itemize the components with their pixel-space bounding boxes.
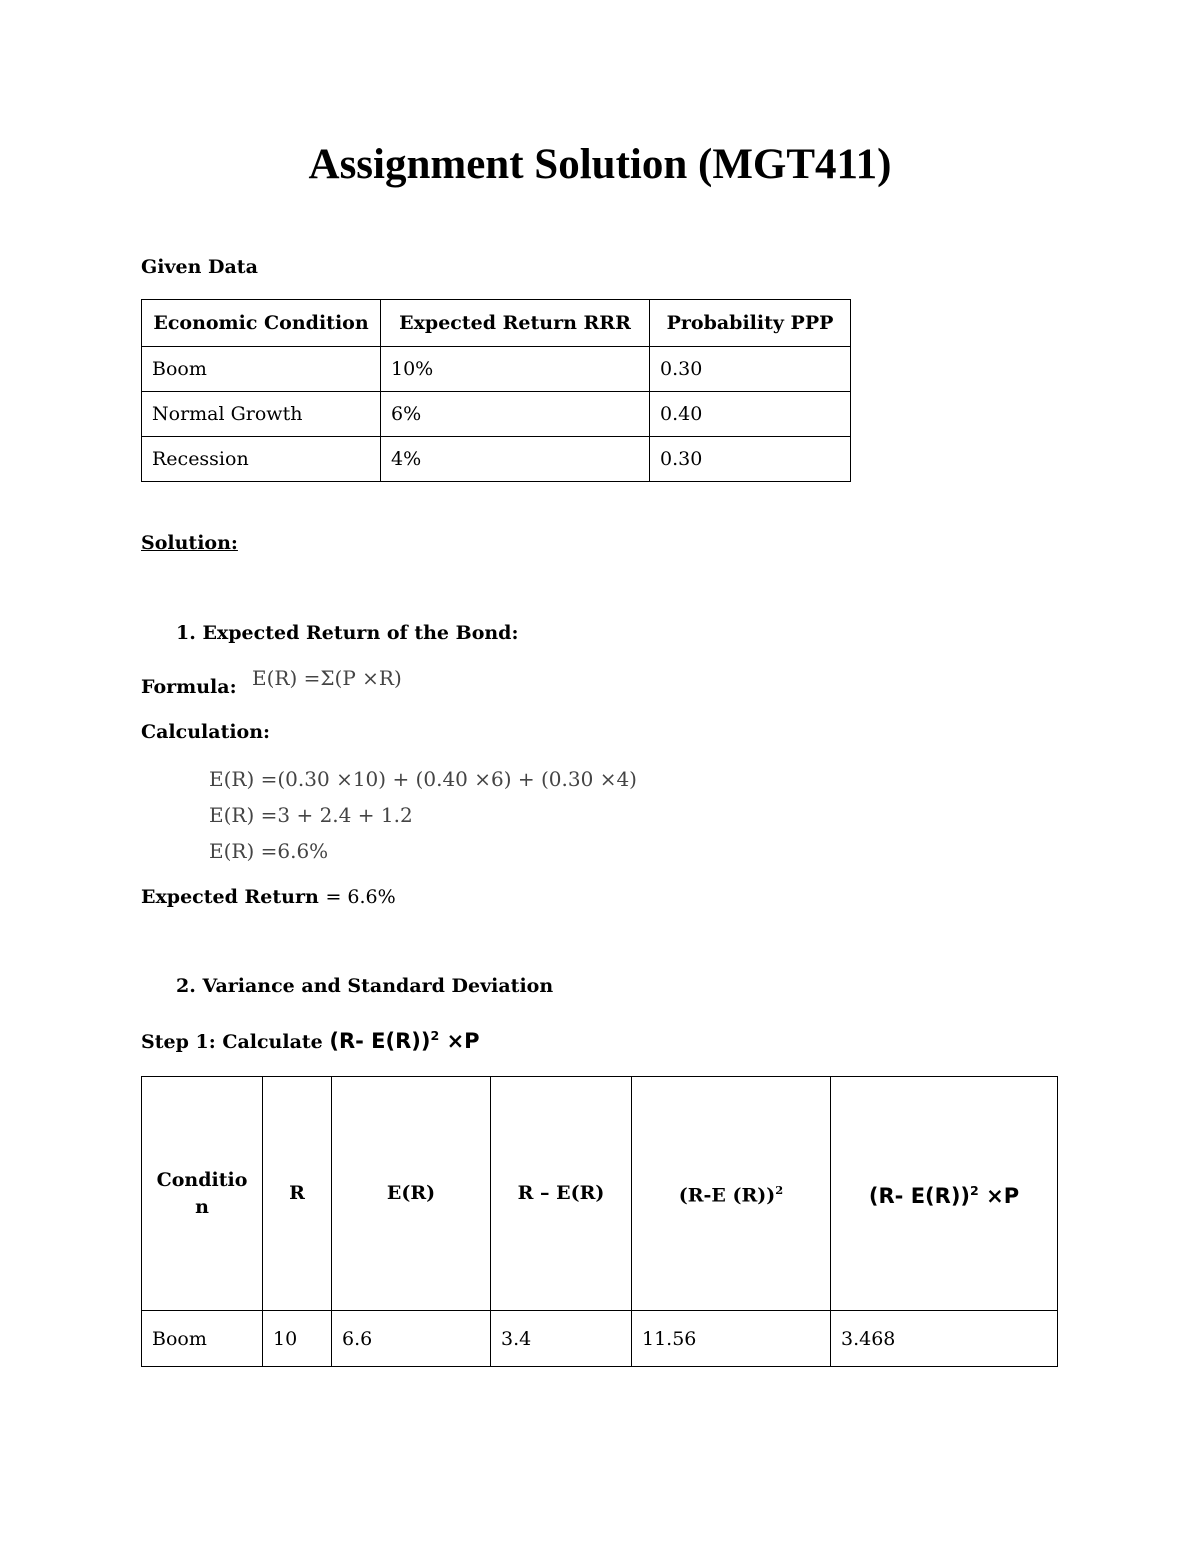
calculation-block bbox=[209, 761, 637, 869]
cell-probability: 0.30 bbox=[650, 437, 851, 482]
result-value: = 6.6% bbox=[325, 886, 396, 908]
table-header-row bbox=[142, 300, 851, 347]
given-data-label: Given Data bbox=[141, 256, 258, 278]
cell-return: 10% bbox=[381, 347, 650, 392]
header-r: R bbox=[263, 1077, 332, 1311]
result-label: Expected Return bbox=[141, 886, 319, 908]
cell-return: 6% bbox=[381, 392, 650, 437]
header-condition: Conditio n bbox=[142, 1077, 263, 1311]
cell-condition: Recession bbox=[142, 437, 381, 482]
table-row bbox=[142, 1311, 1058, 1367]
calc-line: E(R) =6.6% bbox=[209, 839, 329, 863]
table-row bbox=[142, 347, 851, 392]
cell-er: 6.6 bbox=[332, 1311, 491, 1367]
formula-expression: E(R) =Σ(P ×R) bbox=[252, 666, 402, 690]
cell-squared-deviation: 11.56 bbox=[632, 1311, 831, 1367]
header-squared-deviation: (R-E (R))$^2$ bbox=[632, 1077, 831, 1311]
header-expected-return: Expected Return RRR bbox=[381, 300, 650, 347]
table-header-row bbox=[142, 1077, 1058, 1311]
cell-weighted-squared-deviation: 3.468 bbox=[831, 1311, 1058, 1367]
table-row bbox=[142, 437, 851, 482]
cell-condition: Normal Growth bbox=[142, 392, 381, 437]
calculation-label: Calculation: bbox=[141, 721, 271, 743]
header-er: E(R) bbox=[332, 1077, 491, 1311]
calc-line: E(R) =(0.30 ×10) + (0.40 ×6) + (0.30 ×4) bbox=[209, 767, 637, 791]
variance-table bbox=[141, 1076, 1058, 1367]
solution-label: Solution: bbox=[141, 532, 238, 554]
step1-formula: (R- E(R))$^2$ ×P bbox=[329, 1028, 480, 1053]
header-weighted-squared-deviation: (R- E(R))$^2$ ×P bbox=[831, 1077, 1058, 1311]
cell-r: 10 bbox=[263, 1311, 332, 1367]
page-title: Assignment Solution (MGT411) bbox=[308, 141, 892, 188]
cell-return: 4% bbox=[381, 437, 650, 482]
section1-heading: 1. Expected Return of the Bond: bbox=[176, 622, 519, 644]
expected-return-result bbox=[141, 886, 396, 908]
header-probability: Probability PPP bbox=[650, 300, 851, 347]
cell-probability: 0.40 bbox=[650, 392, 851, 437]
section2-heading: 2. Variance and Standard Deviation bbox=[176, 975, 554, 997]
cell-condition: Boom bbox=[142, 1311, 263, 1367]
calc-line: E(R) =3 + 2.4 + 1.2 bbox=[209, 803, 413, 827]
step1-label: Step 1: Calculate bbox=[141, 1031, 323, 1053]
given-data-table bbox=[141, 299, 851, 482]
cell-condition: Boom bbox=[142, 347, 381, 392]
header-economic-condition: Economic Condition bbox=[142, 300, 381, 347]
cell-r-minus-er: 3.4 bbox=[491, 1311, 632, 1367]
header-r-minus-er: R – E(R) bbox=[491, 1077, 632, 1311]
step1-row bbox=[141, 1028, 480, 1053]
cell-probability: 0.30 bbox=[650, 347, 851, 392]
table-row bbox=[142, 392, 851, 437]
formula-label: Formula: bbox=[141, 676, 237, 698]
